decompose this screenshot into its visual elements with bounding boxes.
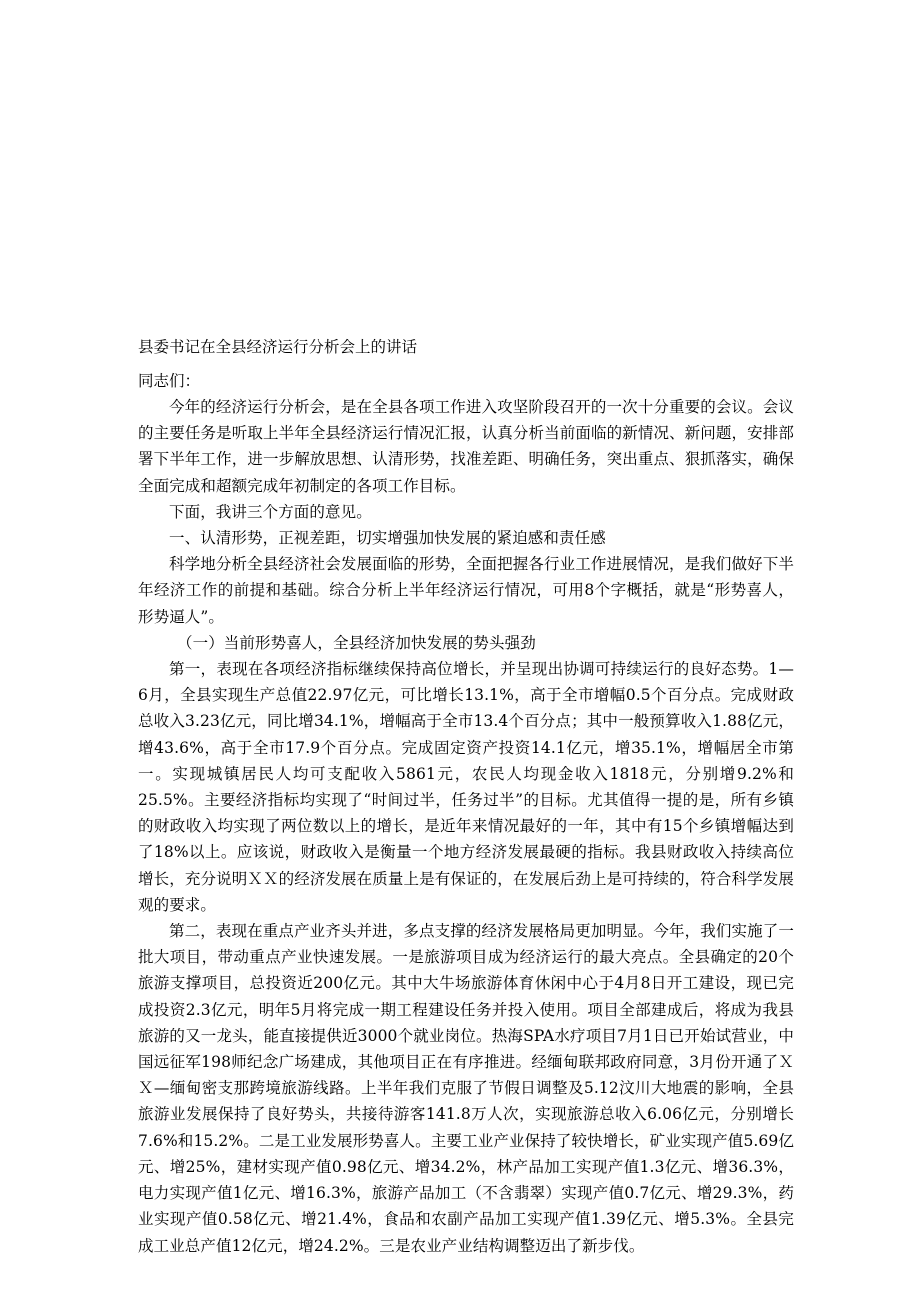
document-title: 县委书记在全县经济运行分析会上的讲话 [138, 338, 418, 356]
paragraph-situation: 科学地分析全县经济社会发展面临的形势，全面把握各行业工作进展情况，是我们做好下半年经济工作的前提和基础。综合分析上半年经济运行情况，可用8个字概括，就是“形势喜人，形势逼人”。 [138, 555, 794, 626]
paragraph-second: 第二，表现在重点产业齐头并进，多点支撑的经济发展格局更加明显。今年，我们实施了一批大项目，带动重点产业快速发展。一是旅游项目成为经济运行的最大亮点。全县确定的20个旅游支撑项目，总投资近200亿元。其中大牛场旅游体育休闲中心于4月8日开工建设，现已完成投资2.3亿元，明年5月将完成一期工程建设任务并投入使用。项目全部建成后，将成为我县旅游的又一龙头，能直接提供近3000个就业岗位。热海SPA水疗项目7月1日已开始试营业，中国远征军198师纪念广场建成，其他项目正在有序推进。经缅甸联邦政府同意，3月份开通了ＸＸ—缅甸密支那跨境旅游线路。上半年我们克服了节假日调整及5.12汶川大地震的影响，全县旅游业发展保持了良好势头，共接待游客141.8万人次，实现旅游总收入6.06亿元，分别增长7.6%和15.2%。二是工业发展形势喜人。主要工业产业保持了较快增长，矿业实现产值5.69亿元、增25%，建材实现产值0.98亿元、增34.2%，林产品加工实现产值1.3亿元、增36.3%，电力实现产值1亿元、增16.3%，旅游产品加工（不含翡翠）实现产值0.7亿元、增29.3%，药业实现产值0.58亿元、增21.4%，食品和农副产品加工实现产值1.39亿元、增5.3%。全县完成工业总产值12亿元，增24.2%。三是农业产业结构调整迈出了新步伐。 [138, 922, 794, 1255]
subsection-heading-1: （一）当前形势喜人，全县经济加快发展的势头强劲 [177, 633, 536, 652]
paragraph-outline: 下面，我讲三个方面的意见。 [169, 502, 372, 521]
section-heading-1: 一、认清形势，正视差距，切实增强加快发展的紧迫感和责任感 [169, 529, 606, 548]
paragraph-intro: 今年的经济运行分析会，是在全县各项工作进入攻坚阶段召开的一次十分重要的会议。会议的主要任务是听取上半年全县经济运行情况汇报，认真分析当前面临的新情况、新问题，安排部署下半年工作，进一步解放思想、认清形势，找准差距、明确任务，突出重点、狠抓落实，确保全面完成和超额完成年初制定的各项工作目标。 [138, 398, 794, 495]
paragraph-first: 第一，表现在各项经济指标继续保持高位增长，并呈现出协调可持续运行的良好态势。1—6月，全县实现生产总值22.97亿元，可比增长13.1%，高于全市增幅0.5个百分点。完成财政总收入3.23亿元，同比增34.1%，增幅高于全市13.4个百分点；其中一般预算收入1.88亿元，增43.6%，高于全市17.9个百分点。完成固定资产投资14.1亿元，增35.1%，增幅居全市第一。实现城镇居民人均可支配收入5861元，农民人均现金收入1818元，分别增9.2%和25.5%。主要经济指标均实现了“时间过半，任务过半”的目标。尤其值得一提的是，所有乡镇的财政收入均实现了两位数以上的增长，是近年来情况最好的一年，其中有15个乡镇增幅达到了18%以上。应该说，财政收入是衡量一个地方经济发展最硬的指标。我县财政收入持续高位增长，充分说明ＸＸ的经济发展在质量上是有保证的，在发展后劲上是可持续的，符合科学发展观的要求。 [138, 660, 794, 914]
greeting: 同志们： [138, 372, 201, 390]
document-page [138, 334, 794, 1259]
